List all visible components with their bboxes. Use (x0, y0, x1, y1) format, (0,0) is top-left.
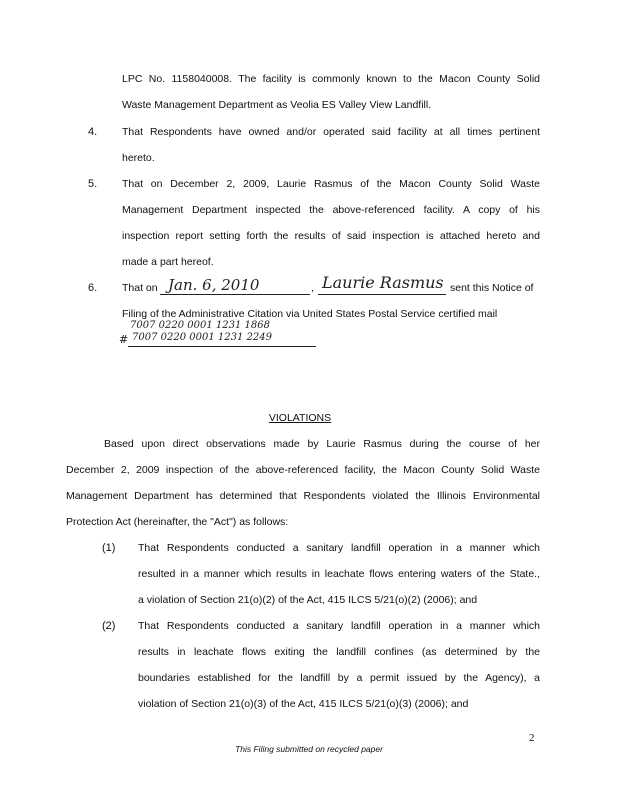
violation-2-number: (2) (102, 620, 116, 632)
item-5-line-2: Management Department inspected the above-referenced facility. A copy of his (122, 204, 540, 216)
handwritten-tracking-1: 7007 0220 0001 1231 1868 (130, 320, 270, 331)
violation-2-line-1: That Respondents conducted a sanitary landfill operation in a manner which (138, 620, 540, 632)
page-number: 2 (529, 732, 535, 744)
violation-1-line-3: a violation of Section 21(o)(2) of the Act, 415 ILCS 5/21(o)(2) (2006); and (138, 594, 478, 606)
item-4-number: 4. (88, 126, 98, 138)
item-5-number: 5. (88, 178, 98, 190)
violation-2-line-4: violation of Section 21(o)(3) of the Act, 415 ILCS 5/21(o)(3) (2006); and (138, 698, 469, 710)
violations-intro-line-1: Based upon direct observations made by Laurie Rasmus during the course of her (104, 438, 540, 450)
violations-heading: VIOLATIONS (268, 412, 332, 424)
continuation-line-2: Waste Management Department as Veolia ES Valley View Landfill. (122, 99, 432, 111)
item-6-line-2: Filing of the Administrative Citation via United States Postal Service certified mail (122, 308, 498, 320)
tracking-blank-line (128, 345, 316, 347)
violation-1-line-2: resulted in a manner which results in leachate flows entering waters of the State., (138, 568, 540, 580)
item-6-that-on: That on (122, 282, 158, 294)
footer-note: This Filing submitted on recycled paper (235, 744, 383, 754)
violation-1-line-1: That Respondents conducted a sanitary landfill operation in a manner which (138, 542, 540, 554)
item-6-tail: sent this Notice of (450, 282, 534, 294)
tracking-hash: # (119, 333, 129, 346)
item-6-comma: , (311, 282, 314, 294)
item-6-number: 6. (88, 282, 98, 294)
name-blank-line (318, 293, 446, 295)
violations-intro-line-4: Protection Act (hereinafter, the "Act") as follows: (66, 516, 289, 528)
violation-2-line-3: boundaries established for the landfill by a permit issued by the Agency), a (138, 672, 540, 684)
item-5-line-4: made a part hereof. (122, 256, 214, 268)
handwritten-date: Jan. 6, 2010 (168, 276, 260, 294)
item-4-line-1: That Respondents have owned and/or operated said facility at all times pertinent (122, 126, 540, 138)
violation-1-number: (1) (102, 542, 116, 554)
violations-intro-line-3: Management Department has determined that Respondents violated the Illinois Environmental (66, 490, 540, 502)
handwritten-name: Laurie Rasmus (322, 273, 444, 292)
violations-intro-line-2: December 2, 2009 inspection of the above-referenced facility, the Macon County Solid Waste (66, 464, 540, 476)
item-5-line-1: That on December 2, 2009, Laurie Rasmus of the Macon County Solid Waste (122, 178, 540, 190)
violation-2-line-2: results in leachate flows exiting the landfill confines (as determined by the (138, 646, 540, 658)
handwritten-tracking-2: 7007 0220 0001 1231 2249 (132, 332, 272, 343)
item-5-line-3: inspection report setting forth the results of said inspection is attached hereto and (122, 230, 540, 242)
continuation-line-1: LPC No. 1158040008. The facility is commonly known to the Macon County Solid (122, 73, 540, 85)
item-4-line-2: hereto. (122, 152, 155, 164)
